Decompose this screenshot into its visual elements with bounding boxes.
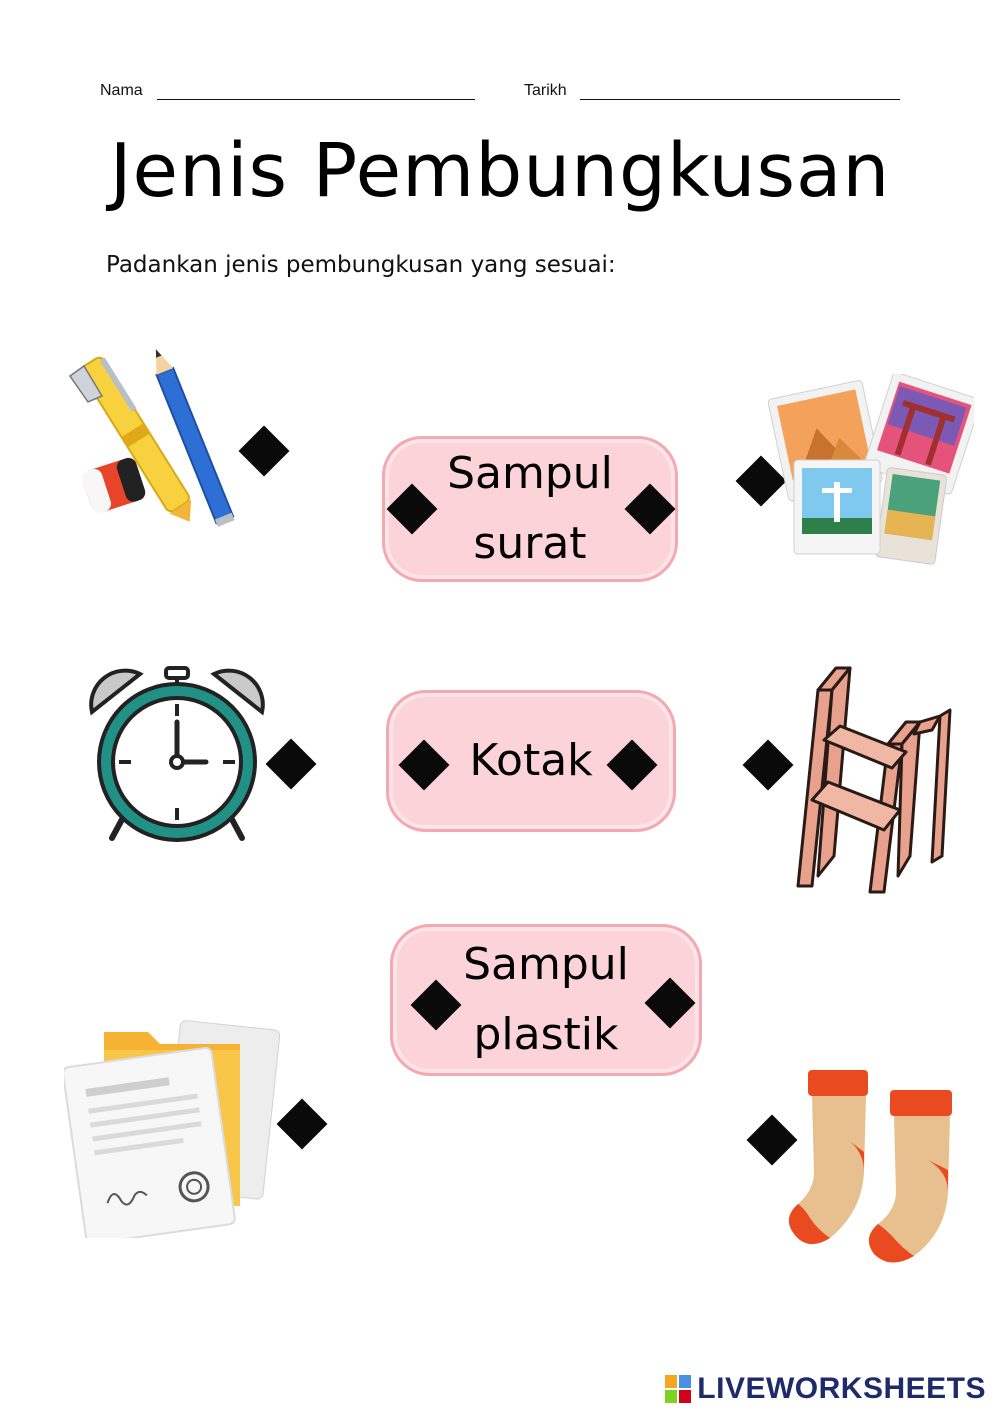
stationery-icon <box>62 336 252 536</box>
option-1-line-2: surat <box>473 518 587 569</box>
alarm-clock-icon <box>82 662 272 848</box>
date-input-line[interactable] <box>580 99 900 100</box>
brand-mark-icon <box>665 1375 691 1403</box>
option-1-line-1: Sampul <box>447 447 613 499</box>
page-title: Jenis Pembungkusan <box>109 128 891 214</box>
left-connector-3[interactable] <box>277 1099 328 1150</box>
option-2-line-1: Kotak <box>469 734 593 786</box>
documents-icon <box>64 1016 280 1238</box>
instruction-text: Padankan jenis pembungkusan yang sesuai: <box>106 252 616 278</box>
name-label: Nama <box>100 82 143 99</box>
liveworksheets-logo <box>665 1372 986 1406</box>
option-3-line-1: Sampul <box>463 938 629 990</box>
step-ladder-icon <box>788 660 954 894</box>
socks-icon <box>778 1062 954 1270</box>
right-connector-2[interactable] <box>743 740 794 791</box>
option-3-line-2: plastik <box>473 1009 619 1060</box>
date-label: Tarikh <box>524 82 567 99</box>
photos-icon <box>768 374 974 568</box>
name-input-line[interactable] <box>157 99 475 100</box>
left-connector-2[interactable] <box>266 739 317 790</box>
brand-text: LIVEWORKSHEETS <box>697 1372 986 1405</box>
